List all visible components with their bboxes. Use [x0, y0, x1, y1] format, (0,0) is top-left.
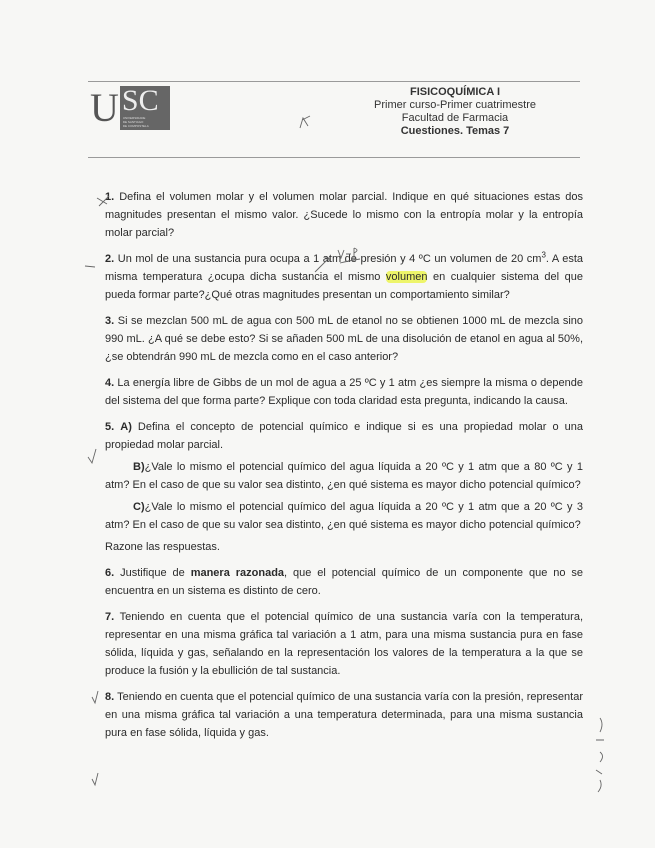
arrow-mark [85, 266, 95, 267]
faculty: Facultad de Farmacia [401, 112, 509, 124]
course-year: Primer curso-Primer cuatrimestre [374, 99, 536, 111]
questions-list [105, 188, 583, 750]
check-mark [92, 773, 98, 785]
check-mark [92, 691, 98, 703]
question-7: 7. Teniendo en cuenta que el potencial químico de una sustancia varía con la temperatura, representar en una misma gráfica tal variación a 1 atm, para una misma sustancia pura en fase sólida, líquida y gas, señalando en la representación los valores de la temperatura a la que se produce la fusión y la ebullición de tal sustancia. [105, 611, 584, 677]
question-4: 4. La energía libre de Gibbs de un mol de agua a 25 ºC y 1 atm ¿es siempre la misma o depende del sistema del que forma parte? Explique con toda claridad esta pregunta, indicando la causa. [105, 377, 584, 407]
question-1: 1. Defina el volumen molar y el volumen molar parcial. Indique en qué situaciones estas dos magnitudes presentan el mismo valor. ¿Sucede lo mismo con la entropía molar y la entropía molar parcial? [105, 191, 583, 239]
document-header [330, 86, 580, 138]
question-6: 6. Justifique de manera razonada, que el potencial químico de un componente que no se encuentra en un sistema es distinto de cero. [105, 567, 584, 597]
check-mark [88, 449, 96, 463]
course-title: FISICOQUÍMICA I [409, 86, 501, 98]
initials-mark [300, 116, 310, 128]
question-5-note: Razone las respuestas. [105, 541, 220, 553]
logo-box: SC UNIVERSIDADE DE SANTIAGO DE COMPOSTELA [120, 86, 170, 130]
header-bottom-rule [88, 157, 580, 158]
question-5b: B)¿Vale lo mismo el potencial químico del agua líquida a 20 ºC y 1 atm que a 80 ºC y 1 atm? En el caso de que su valor sea distinto, ¿en qué sistema es mayor dicho potencial químico? [105, 461, 583, 491]
margin-scribble [596, 718, 604, 792]
question-5c: C)¿Vale lo mismo el potencial químico del agua líquida a 20 ºC y 1 atm que a 20 ºC y 3 atm? En el caso de que su valor sea distinto, ¿en qué sistema es mayor dicho potencial químico? [105, 501, 583, 531]
question-5a: 5. A) Defina el concepto de potencial químico e indique si es una propiedad molar o una propiedad molar parcial. [105, 421, 583, 451]
highlighted-word: volumen [385, 271, 428, 283]
usc-logo [90, 86, 170, 130]
document-subtitle: Cuestiones. Temas 7 [400, 125, 510, 137]
question-8: 8. Teniendo en cuenta que el potencial químico de una sustancia varía con la presión, representar en una misma gráfica tal variación a una temperatura determinada, para una misma sustancia pura en fase sólida, líquida y gas. [105, 691, 584, 739]
question-3: 3. Si se mezclan 500 mL de agua con 500 mL de etanol no se obtienen 1000 mL de mezcla sino 990 mL. ¿A qué se debe esto? Si se añaden 500 mL de una disolución de etanol en agua al 50%, ¿se obtendrán 990 mL de mezcla como en el caso anterior? [105, 315, 584, 363]
logo-letter-u: U [90, 85, 119, 130]
header-top-rule [88, 81, 580, 82]
question-2: 2. Un mol de una sustancia pura ocupa a 1 atm de presión y 4 ºC un volumen de 20 $cm^3$. A esta misma temperatura ¿ocupa dicha sustancia el mismo volumen en cualquier sistema del que pueda formar parte?¿Qué otras magnitudes presentan un comportamiento similar? [105, 250, 583, 301]
